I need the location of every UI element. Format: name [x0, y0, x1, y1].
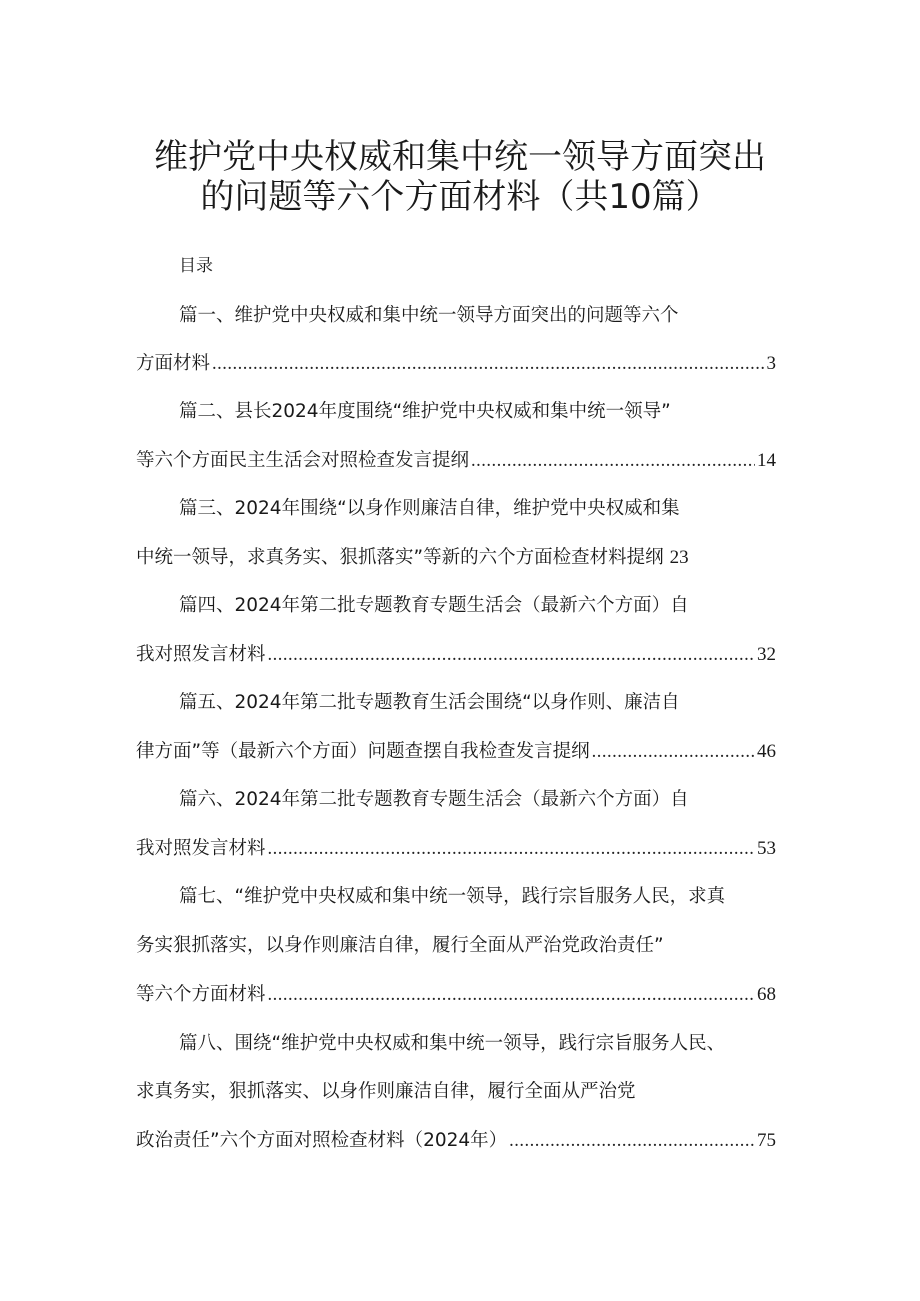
toc-entry-8-line[interactable]: 篇八、围绕“维护党中央权威和集中统一领导，践行宗旨服务人民、 — [179, 1033, 726, 1054]
toc-entry-7-line-2[interactable]: 务实狠抓落实，以身作则廉洁自律，履行全面从严治党政治责任” — [136, 935, 664, 956]
toc-page-number: 14 — [757, 450, 776, 471]
toc-entry-6-end[interactable] — [136, 835, 776, 863]
toc-entry-text: 我对照发言材料 — [136, 838, 266, 859]
toc-page-number: 46 — [757, 741, 776, 762]
toc-entry-2-line[interactable]: 篇二、县长2024年度围绕“维护党中央权威和集中统一领导” — [179, 401, 671, 422]
toc-entry-3-end[interactable] — [136, 544, 776, 572]
toc-entry-6-line[interactable]: 篇六、2024年第二批专题教育专题生活会（最新六个方面）自 — [179, 789, 689, 810]
toc-entry-4-end[interactable] — [136, 641, 776, 669]
toc-entry-4-line[interactable]: 篇四、2024年第二批专题教育专题生活会（最新六个方面）自 — [179, 595, 689, 616]
toc-page-number: 53 — [757, 838, 776, 859]
toc-entry-1-end[interactable] — [136, 350, 776, 378]
toc-page-number: 23 — [669, 547, 689, 568]
dot-leader — [592, 738, 755, 766]
toc-entry-text: 中统一领导，求真务实、狠抓落实”等新的六个方面检查材料提纲 — [136, 547, 664, 568]
toc-entry-3-line[interactable]: 篇三、2024年围绕“以身作则廉洁自律，维护党中央权威和集 — [179, 498, 680, 519]
dot-leader — [509, 1127, 755, 1155]
dot-leader — [268, 641, 755, 669]
document-title-line-2: 的问题等六个方面材料（共10篇） — [200, 177, 720, 217]
toc-entry-5-end[interactable] — [136, 738, 776, 766]
toc-entry-text: 等六个方面材料 — [136, 984, 266, 1005]
toc-entry-8-line-2[interactable]: 求真务实，狠抓落实、以身作则廉洁自律，履行全面从严治党 — [136, 1081, 636, 1102]
dot-leader — [268, 835, 755, 863]
dot-leader — [471, 447, 755, 475]
toc-heading: 目录 — [179, 256, 213, 276]
dot-leader — [268, 981, 755, 1009]
toc-entry-text: 我对照发言材料 — [136, 644, 266, 665]
toc-page-number: 75 — [757, 1130, 776, 1151]
toc-entry-text: 政治责任”六个方面对照检查材料（2024年） — [136, 1130, 508, 1151]
toc-entry-5-line[interactable]: 篇五、2024年第二批专题教育生活会围绕“以身作则、廉洁自 — [179, 692, 680, 713]
toc-page-number: 32 — [757, 644, 776, 665]
toc-entry-7-end[interactable] — [136, 981, 776, 1009]
toc-page-number: 68 — [757, 984, 776, 1005]
document-title-line-1: 维护党中央权威和集中统一领导方面突出 — [154, 137, 766, 177]
toc-entry-text: 方面材料 — [136, 353, 211, 374]
toc-entry-1-line[interactable]: 篇一、维护党中央权威和集中统一领导方面突出的问题等六个 — [179, 305, 679, 326]
dot-leader — [212, 350, 764, 378]
toc-entry-text: 律方面”等（最新六个方面）问题查摆自我检查发言提纲 — [136, 741, 590, 762]
toc-entry-text: 等六个方面民主生活会对照检查发言提纲 — [136, 450, 470, 471]
toc-entry-2-end[interactable] — [136, 447, 776, 475]
toc-entry-7-line[interactable]: 篇七、“维护党中央权威和集中统一领导，践行宗旨服务人民，求真 — [179, 886, 726, 907]
toc-entry-8-end[interactable] — [136, 1127, 776, 1155]
toc-page-number: 3 — [766, 353, 776, 374]
